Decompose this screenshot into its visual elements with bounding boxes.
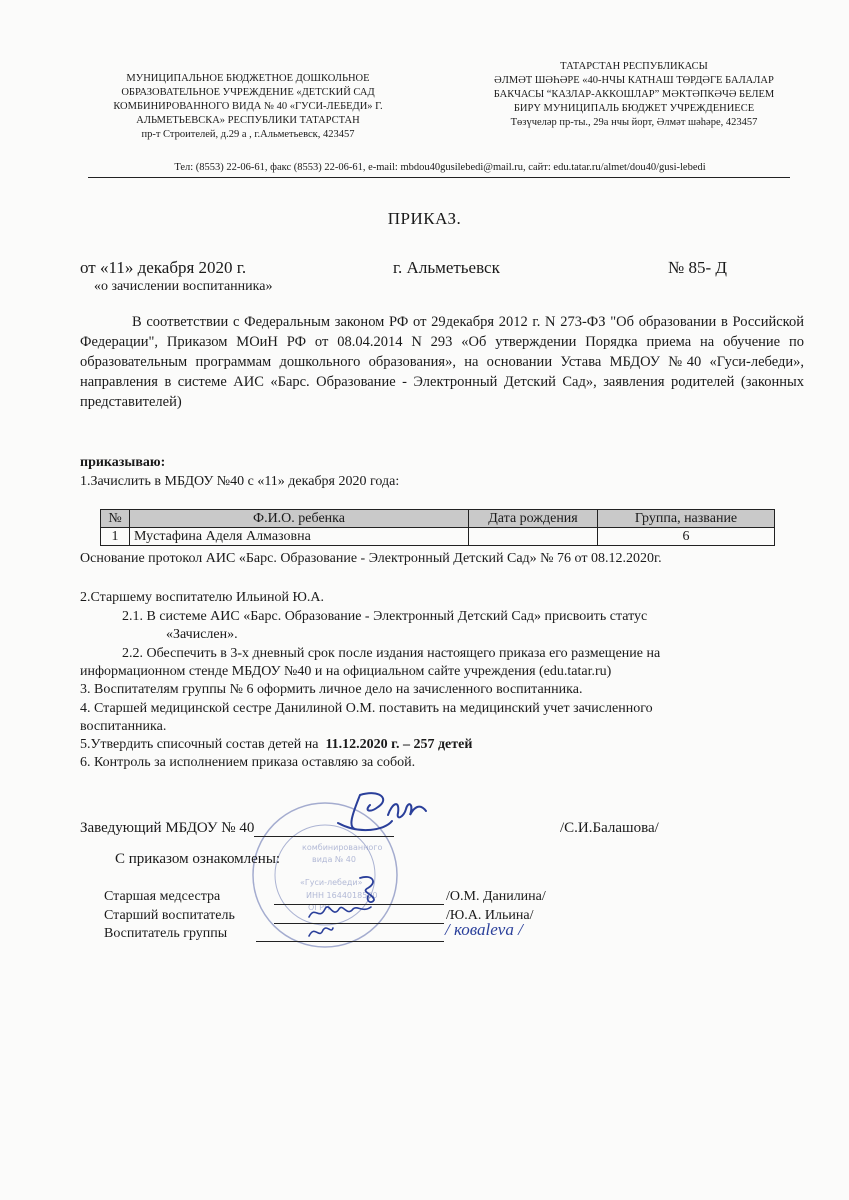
header-divider <box>88 177 790 178</box>
order-subject: «о зачислении воспитанника» <box>94 279 273 294</box>
order-number: № 85- Д <box>668 258 727 277</box>
item-1: 1.Зачислить в МБДОУ №40 с «11» декабря 2020 года: <box>80 474 400 489</box>
item-2-1: 2.1. В системе АИС «Барс. Образование - Электронный Детский Сад» присвоить статус <box>122 609 648 624</box>
head-signature-icon <box>330 785 440 840</box>
org-name-line: ОБРАЗОВАТЕЛЬНОЕ УЧРЕЖДЕНИЕ «ДЕТСКИЙ САД <box>121 87 375 98</box>
svg-text:«Гуси-лебеди»: «Гуси-лебеди» <box>300 878 363 887</box>
order-city: г. Альметьевск <box>393 258 500 277</box>
item-2-2: 2.2. Обеспечить в 3-х дневный срок после издания настоящего приказа его размещение на <box>122 646 661 661</box>
signer-name: /О.М. Данилина/ <box>446 889 546 904</box>
contacts-line: Тел: (8553) 22-06-61, факс (8553) 22-06-61, e-mail: mbdou40gusilebedi@mail.ru, сайт: edu.tatar.ru/almet/dou40/gusi-lebedi <box>174 162 706 173</box>
item-5-text: 5.Утвердить списочный состав детей на <box>80 737 319 752</box>
org-header-ru <box>88 72 408 142</box>
svg-text:комбинированного: комбинированного <box>302 843 383 852</box>
order-word: приказываю: <box>80 455 166 470</box>
acquainted-label: С приказом ознакомлены: <box>115 851 281 867</box>
svg-text:ИНН 1644018500: ИНН 1644018500 <box>306 891 378 900</box>
col-header-group: Группа, название <box>598 510 775 528</box>
signer-role: Старшая медсестра <box>104 889 221 904</box>
svg-text:ОГРН: ОГРН <box>308 903 331 912</box>
cell-name: Мустафина Аделя Алмазовна <box>130 528 469 546</box>
teacher-signature-icon <box>305 920 335 944</box>
signature-line <box>256 926 444 942</box>
basis-line: Основание протокол АИС «Барс. Образование - Электронный Детский Сад» № 76 от 08.12.2020г. <box>80 551 662 566</box>
teacher-handwritten-name: / коваleva / <box>445 920 523 939</box>
signer-name: /Ю.А. Ильина/ <box>446 908 534 923</box>
org-name-line: ТАТАРСТАН РЕСПУБЛИКАСЫ <box>560 61 708 72</box>
signer-role: Воспитатель группы <box>104 926 228 941</box>
enrollment-table <box>100 509 775 546</box>
item-2-1-cont: «Зачислен». <box>166 627 238 642</box>
org-name-line: БАКЧАСЫ “КАЗЛАР-АККОШЛАР” МӘКТӘПКӘЧӘ БЕЛЕМ <box>493 89 775 100</box>
document-title: ПРИКАЗ. <box>387 209 462 228</box>
item-3: 3. Воспитателям группы № 6 оформить личное дело на зачисленного воспитанника. <box>80 682 583 697</box>
item-4-cont: воспитанника. <box>80 719 167 734</box>
org-name-line: БИРҮ МУНИЦИПАЛЬ БЮДЖЕТ УЧРЕЖДЕНИЕСЕ <box>513 103 755 114</box>
item-2: 2.Старшему воспитателю Ильиной Ю.А. <box>80 590 324 605</box>
table-header-row <box>101 510 775 528</box>
preamble-paragraph: В соответствии с Федеральным законом РФ от 29декабря 2012 г. N 273-ФЗ "Об образовании в Российской Федерации", Приказом МОиН РФ от 08.04.2014 N 293 «Об утверждении Порядка приема на обучение по образовательным программам дошкольного образования», на основании Устава МБДОУ №40 «Гуси-лебеди», направления в системе АИС «Барс. Образование - Электронный Детский Сад», заявления родителей (законных представителей) <box>80 314 804 410</box>
org-name-line: ӘЛМӘТ ШӘҺӘРЕ «40-НЧЫ КАТНАШ ТӨРДӘГЕ БАЛАЛАР <box>494 75 774 86</box>
org-name-line: АЛЬМЕТЬЕВСКА» РЕСПУБЛИКИ ТАТАРСТАН <box>136 115 360 126</box>
cell-num: 1 <box>101 528 130 546</box>
svg-text:вида № 40: вида № 40 <box>312 855 356 864</box>
item-5 <box>80 737 472 753</box>
cell-group: 6 <box>598 528 775 546</box>
org-name-line: КОМБИНИРОВАННОГО ВИДА № 40 «ГУСИ-ЛЕБЕДИ» Г. <box>113 101 383 112</box>
item-2-2-cont: информационном стенде МБДОУ №40 и на официальном сайте учреждения (edu.tatar.ru) <box>80 664 612 679</box>
signer-row <box>104 908 444 924</box>
org-header-tt <box>474 60 794 130</box>
item-6: 6. Контроль за исполнением приказа оставляю за собой. <box>80 755 416 770</box>
org-address: Төзүчеләр пр-ты., 29а нчы йорт, Әлмәт шәһәре, 423457 <box>510 117 758 128</box>
item-5-count: 11.12.2020 г. – 257 детей <box>325 737 473 752</box>
head-label: Заведующий МБДОУ № 40 <box>80 820 255 836</box>
signer-row <box>104 889 444 905</box>
org-address: пр-т Строителей, д.29 а , г.Альметьевск, 423457 <box>141 129 355 140</box>
head-name: /С.И.Балашова/ <box>560 820 659 836</box>
col-header-name: Ф.И.О. ребенка <box>130 510 469 528</box>
org-name-line: МУНИЦИПАЛЬНОЕ БЮДЖЕТНОЕ ДОШКОЛЬНОЕ <box>126 73 370 84</box>
signer-role: Старший воспитатель <box>104 908 235 923</box>
col-header-birth: Дата рождения <box>469 510 598 528</box>
signer-row <box>104 926 444 942</box>
item-4: 4. Старшей медицинской сестре Данилиной О.М. поставить на медицинский учет зачисленного <box>80 701 653 716</box>
table-row <box>101 528 775 546</box>
order-date: от «11» декабря 2020 г. <box>80 258 247 277</box>
cell-birth <box>469 528 598 546</box>
col-header-num: № <box>101 510 130 528</box>
